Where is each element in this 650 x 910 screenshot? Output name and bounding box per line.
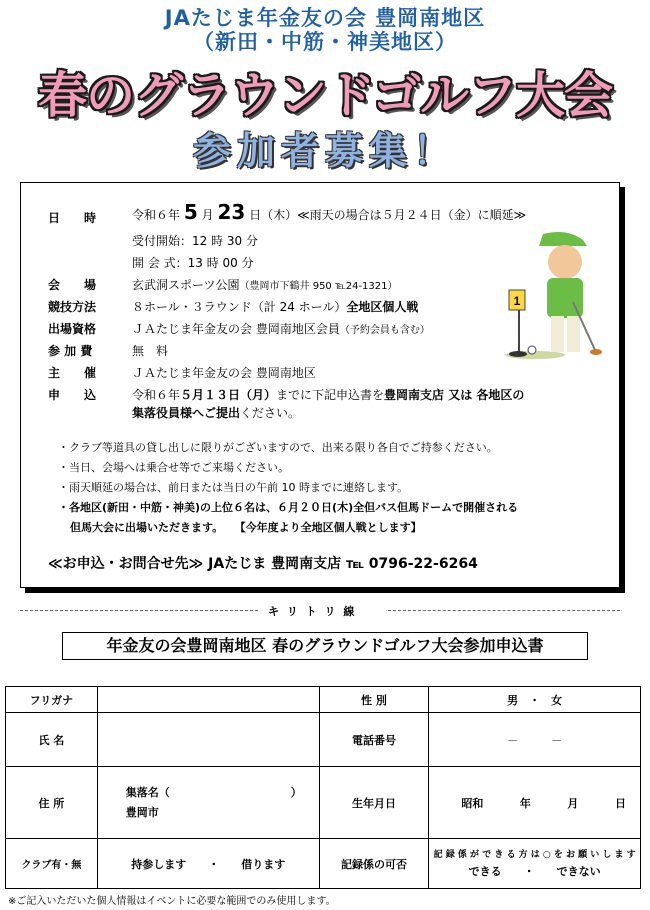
birth-era: 昭和 bbox=[461, 796, 484, 810]
date-month-unit: 月 bbox=[201, 208, 214, 222]
apply-mid: までに下記申込書を bbox=[276, 388, 385, 402]
apply-branch: 豊岡南支店 又は 各地区の bbox=[384, 388, 525, 402]
flag-number: 1 bbox=[513, 294, 521, 308]
event-subtitle: 参加者募集！ bbox=[192, 129, 457, 173]
qual-text: ＪＡたじま年金友の会 豊岡南地区会員 bbox=[132, 322, 340, 336]
note-4-line2-text: 但馬大会に出場いただきます。 bbox=[70, 521, 224, 534]
note-4-line2 bbox=[70, 520, 422, 536]
gender-label: 性 別 bbox=[319, 687, 429, 713]
note-1: ・クラブ等道具の貸し出しに限りがございますので、出来る限り各自でご持参ください。 bbox=[58, 441, 498, 454]
apply-prefix: 令和６年 bbox=[132, 388, 181, 402]
address-field[interactable] bbox=[97, 767, 319, 839]
birth-month: 月 bbox=[567, 796, 579, 810]
recorder-options: できる ・ できない bbox=[468, 864, 601, 878]
cut-dash-right bbox=[388, 610, 620, 611]
cut-dash-left bbox=[20, 610, 258, 611]
name-label: 氏 名 bbox=[6, 713, 98, 767]
furigana-label: フリガナ bbox=[6, 687, 98, 713]
venue-value bbox=[132, 276, 398, 296]
apply-value bbox=[132, 386, 524, 404]
recorder-label: 記録係の可否 bbox=[319, 839, 429, 889]
note-4-bracket: 【今年度より全地区個人戦とします】 bbox=[234, 521, 422, 534]
date-month: 5 bbox=[183, 200, 198, 224]
recorder-note: 記 録 係 が で き る 方 は ○ を お 願 い し ま す bbox=[433, 849, 636, 860]
method-text: ８ホール・３ラウンド（計 24 ホール） bbox=[132, 300, 347, 314]
qual-value bbox=[132, 320, 430, 340]
date-day-unit: 日（木）≪雨天の場合は５月２４日（金）に順延≫ bbox=[249, 208, 527, 222]
address-line1: 集落名（ ） bbox=[125, 785, 302, 799]
recorder-field[interactable] bbox=[429, 839, 641, 889]
apply-label: 申 込 bbox=[48, 388, 97, 402]
apply-line2-end: ください。 bbox=[240, 406, 301, 420]
contact-info: ≪お申込・お問合せ先≫ JAたじま 豊岡南支店 ℡ 0796-22-6264 bbox=[48, 556, 478, 572]
phone-field[interactable]: － － bbox=[429, 713, 641, 767]
qual-label: 出場資格 bbox=[48, 322, 97, 336]
phone-label: 電話番号 bbox=[319, 713, 429, 767]
venue-name: 玄武洞スポーツ公園 bbox=[132, 278, 240, 292]
note-2: ・当日、会場へは乗合せ等でご来場ください。 bbox=[58, 461, 289, 474]
birth-day: 日 bbox=[614, 796, 626, 810]
qual-note: （予約会員も含む） bbox=[339, 325, 430, 336]
apply-line2-bold: 集落役員様へご提出 bbox=[132, 406, 241, 420]
address-label: 住 所 bbox=[6, 767, 98, 839]
fee-value: 無 料 bbox=[132, 344, 169, 358]
club-label: クラブ有・無 bbox=[6, 839, 98, 889]
golfer-illustration bbox=[495, 232, 615, 362]
method-label: 競技方法 bbox=[48, 300, 97, 314]
club-options[interactable]: 持参します ・ 借ります bbox=[97, 839, 319, 889]
host-label: 主 催 bbox=[48, 366, 97, 380]
apply-line2 bbox=[132, 404, 300, 422]
method-bold: 全地区個人戦 bbox=[346, 300, 419, 314]
birth-label: 生年月日 bbox=[319, 767, 429, 839]
footnote: ※ご記入いただいた個人情報はイベントに必要な範囲でのみ使用します。 bbox=[8, 896, 336, 907]
form-title: 年金友の会豊岡南地区 春のグラウンドゴルフ大会参加申込書 bbox=[62, 632, 588, 660]
cut-line bbox=[20, 600, 620, 622]
address-line2: 豊岡市 bbox=[125, 805, 159, 819]
name-field[interactable] bbox=[97, 713, 319, 767]
date-value bbox=[132, 200, 527, 224]
method-value bbox=[132, 298, 418, 316]
birth-year: 年 bbox=[519, 796, 531, 810]
gender-options[interactable]: 男 ・ 女 bbox=[429, 687, 641, 713]
application-form bbox=[5, 686, 641, 889]
apply-date: ５月１３日（月） bbox=[180, 388, 277, 402]
note-4-line1: ・各地区(新田・中筋・神美)の上位６名は、６月２０日(木)全但バス但馬ドームで開催される bbox=[58, 501, 519, 514]
host-value: ＪＡたじま年金友の会 豊岡南地区 bbox=[132, 366, 316, 380]
note-3: ・雨天順延の場合は、前日または当日の午前 10 時までに連絡します。 bbox=[58, 481, 409, 494]
birth-field[interactable] bbox=[429, 767, 641, 839]
furigana-field[interactable] bbox=[97, 687, 319, 713]
fee-label: 参 加 費 bbox=[48, 344, 93, 358]
date-prefix: 令和６年 bbox=[132, 208, 181, 222]
date-label: 日 時 bbox=[48, 211, 97, 225]
venue-label: 会 場 bbox=[48, 278, 97, 292]
venue-note: （豊岡市下鶴井 950 ℡24-1321） bbox=[239, 281, 398, 292]
event-title: 春のグラウンドゴルフ大会 bbox=[37, 67, 613, 124]
date-day: 23 bbox=[217, 200, 246, 224]
reception-time: 受付開始：12 時 30 分 bbox=[132, 234, 258, 248]
cut-label: キ リ ト リ 線 bbox=[268, 605, 357, 618]
header-line2: （新田・中筋・神美地区） bbox=[193, 30, 457, 54]
header-line1: JAたじま年金友の会 豊岡南地区 bbox=[164, 6, 486, 30]
opening-time: 開 会 式：13 時 00 分 bbox=[132, 256, 254, 270]
